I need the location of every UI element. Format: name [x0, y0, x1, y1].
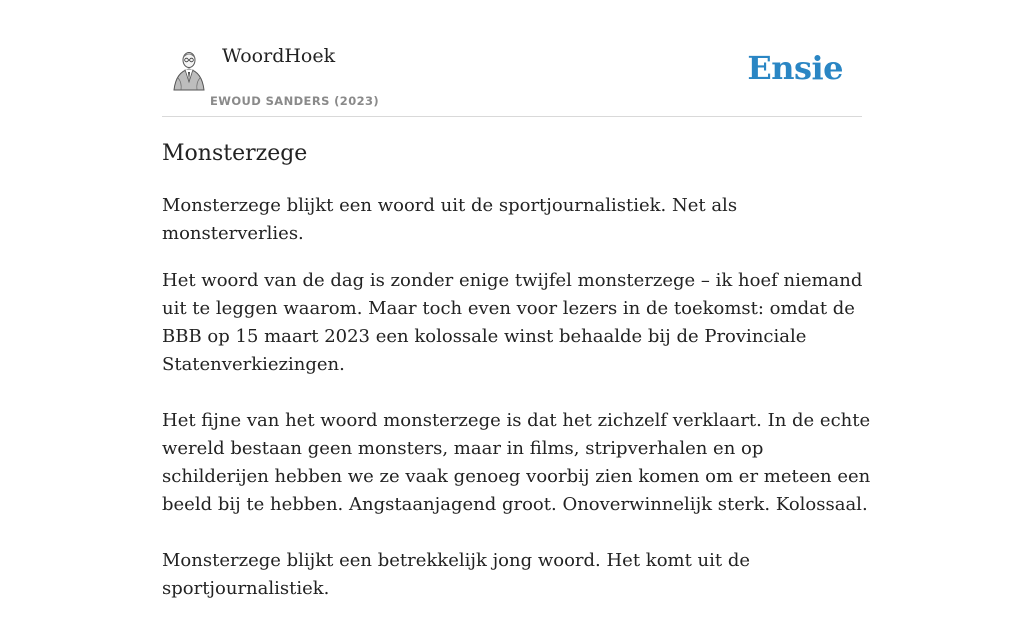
ensie-logo-link[interactable]: Ensie	[747, 49, 843, 87]
author-portrait-icon[interactable]	[168, 48, 210, 92]
article-paragraph: Het fijne van het woord monsterzege is dat het zichzelf verklaart. In de echte wereld bestaan geen monsters, maar in films, stripverhalen en op schilderijen hebben we ze vaak genoeg voorbij zien komen om er meteen een beeld bij te hebben. Angstaanjagend groot. Onoverwinnelijk sterk. Kolossaal.	[162, 410, 871, 515]
article-lead: Monsterzege blijkt een woord uit de sportjournalistiek. Net als monsterverlies.	[162, 195, 738, 244]
page-header	[162, 0, 862, 117]
article-paragraph: Het woord van de dag is zonder enige twijfel monsterzege – ik hoef niemand uit te leggen waarom. Maar toch even voor lezers in de toekomst: omdat de BBB op 15 maart 2023 een kolossale winst behaalde bij de Provinciale Statenverkiezingen.	[162, 270, 863, 375]
blog-name[interactable]: WoordHoek	[222, 45, 336, 67]
article-paragraph: Monsterzege blijkt een betrekkelijk jong woord. Het komt uit de sportjournalistiek.	[162, 550, 751, 599]
author-byline: EWOUD SANDERS (2023)	[210, 94, 380, 108]
article-title: Monsterzege	[162, 141, 308, 166]
article	[162, 138, 872, 631]
